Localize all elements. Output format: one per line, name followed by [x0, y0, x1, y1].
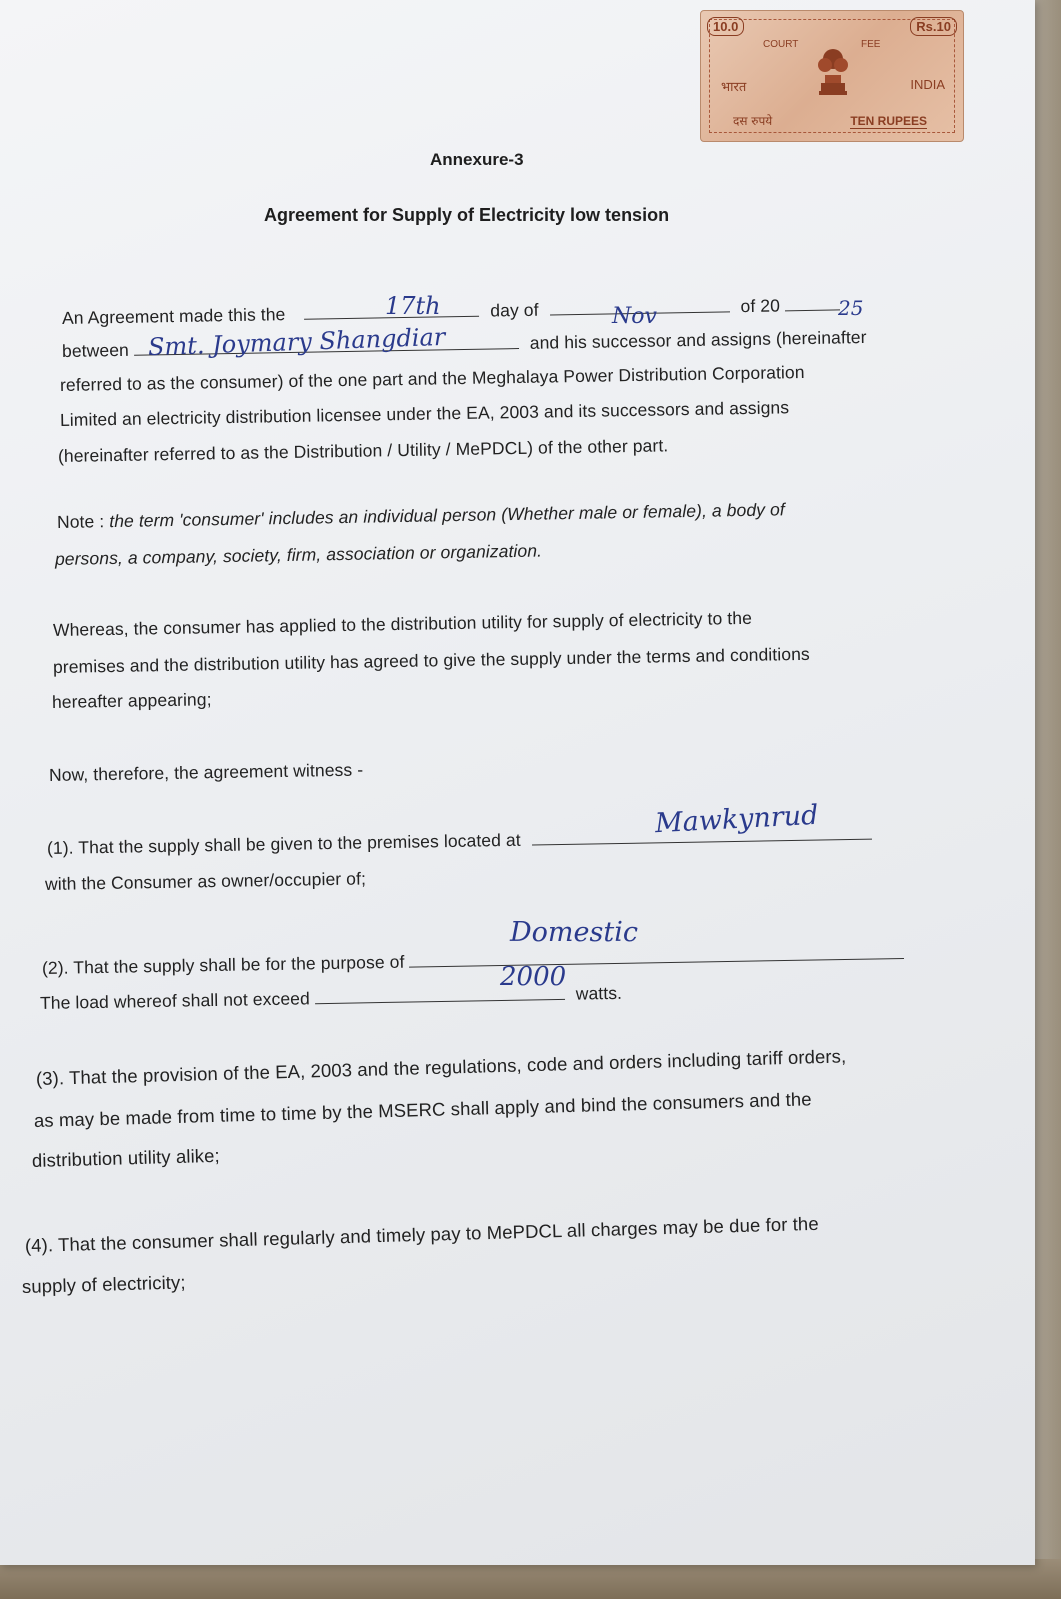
handwritten-purpose: Domestic [510, 917, 638, 948]
clause2-line1 [42, 940, 905, 979]
witness-line: Now, therefore, the agreement witness - [48, 759, 364, 785]
clause4-line2: supply of electricity; [21, 1271, 186, 1297]
clause2-load-text: The load whereof shall not exceed [39, 988, 311, 1013]
para1-text-b: day of [490, 299, 539, 321]
handwritten-consumer-name: Smt. Joymary Shangdiar [147, 322, 446, 362]
stamp-value-hindi: दस रुपये [733, 114, 773, 128]
whereas-line3: hereafter appearing; [51, 689, 212, 712]
note-label: Note : [56, 511, 105, 532]
para1-between: between [61, 339, 130, 361]
stamp-value-text: TEN RUPEES [850, 114, 927, 128]
clause1-line2: with the Consumer as owner/occupier of; [44, 868, 367, 894]
handwritten-load: 2000 [500, 962, 567, 992]
year-field [785, 291, 840, 311]
clause3-line3: distribution utility alike; [31, 1144, 220, 1171]
clause2-text: (2). That the supply shall be for the purpose of [41, 951, 405, 978]
purpose-field [409, 940, 904, 968]
para1-line4: Limited an electricity distribution licensee under the EA, 2003 and its successors and assigns [59, 397, 790, 430]
table-surface-bottom [0, 1559, 1061, 1599]
handwritten-month: Nov [612, 304, 657, 329]
stamp-fee-label: FEE [861, 39, 881, 50]
handwritten-location: Mawkynrud [654, 799, 820, 840]
clause1-text: (1). That the supply shall be given to the premises located at [46, 829, 521, 858]
whereas-line1: Whereas, the consumer has applied to the distribution utility for supply of electricity to the [52, 607, 753, 640]
handwritten-day: 17th [385, 292, 441, 320]
clause3-line2: as may be made from time to time by the MSERC shall apply and bind the consumers and the [33, 1088, 812, 1131]
whereas-line2: premises and the distribution utility has agreed to give the supply under the terms and conditions [52, 643, 810, 677]
note-line1 [57, 499, 785, 533]
para1-line3: referred to as the consumer) of the one part and the Meghalaya Power Distribution Corporation [59, 362, 805, 395]
annexure-label: Annexure-3 [430, 150, 524, 169]
stamp-country: INDIA [910, 77, 945, 92]
clause3-line1: (3). That the provision of the EA, 2003 and the regulations, code and orders including tariff orders, [35, 1045, 847, 1089]
court-fee-stamp [700, 10, 964, 142]
clause4-line1: (4). That the consumer shall regularly and timely pay to MePDCL all charges may be due for the [24, 1212, 819, 1256]
note-line2: persons, a company, society, firm, association or organization. [54, 540, 543, 569]
handwritten-year: 25 [838, 296, 864, 320]
stamp-value-right: Rs.10 [910, 17, 957, 36]
clause2-watts: watts. [575, 982, 623, 1004]
stamp-value-left: 10.0 [707, 17, 744, 36]
stamp-court-label: COURT [763, 39, 799, 50]
ashoka-emblem-icon [813, 35, 853, 99]
note-text-1: the term 'consumer' includes an individual person (Whether male or female), a body of [109, 499, 785, 532]
document-title: Agreement for Supply of Electricity low tension [264, 205, 670, 225]
para1-text-c: of 20 [740, 295, 781, 317]
para1-text-a: An Agreement made this the [61, 304, 286, 328]
para1-line1 [62, 291, 840, 329]
para1-successor: and his successor and assigns (hereinafter [529, 326, 867, 353]
stamp-country-hindi: भारत [721, 80, 747, 95]
para1-line5: (hereinafter referred to as the Distribution / Utility / MePDCL) of the other part. [57, 435, 669, 466]
